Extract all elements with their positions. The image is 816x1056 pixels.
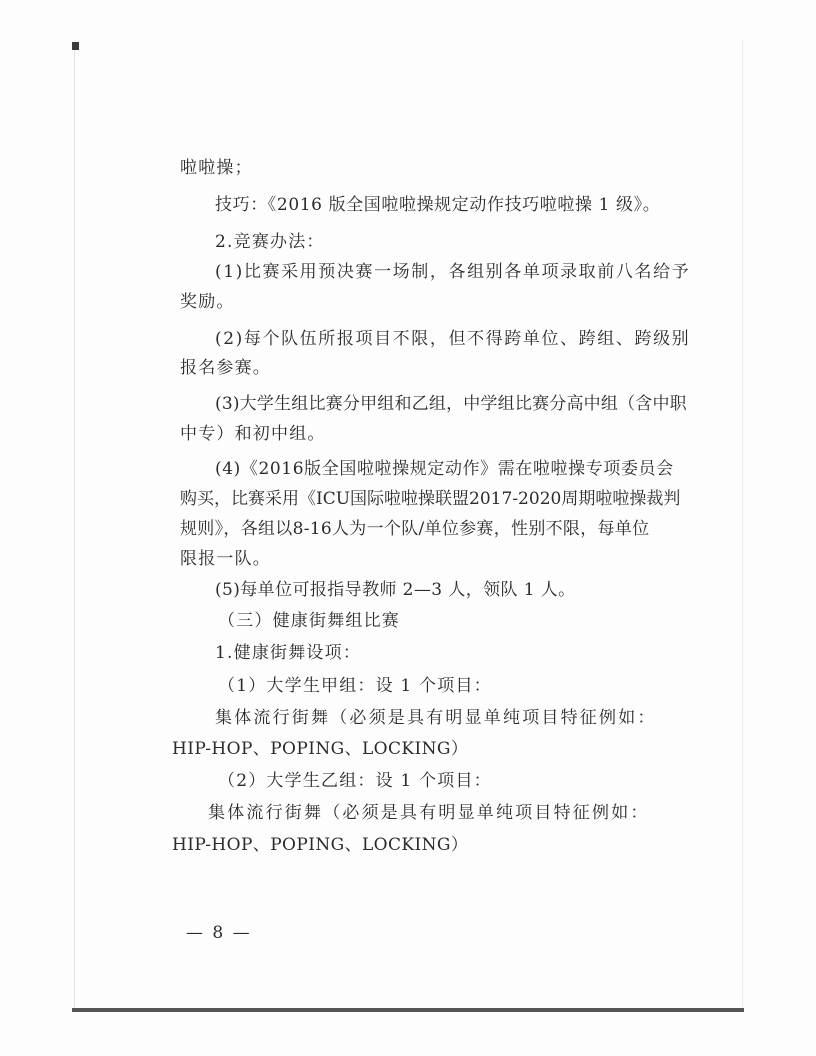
text-line: HIP-HOP、POPING、LOCKING）: [172, 835, 469, 855]
text-line: （2）大学生乙组：设 1 个项目：: [218, 771, 492, 791]
scan-left-border: [74, 50, 75, 1010]
page-number: — 8 —: [186, 923, 252, 943]
text-line: 1.健康街舞设项：: [215, 643, 362, 663]
text-line: 集体流行街舞（必须是具有明显单纯项目特征例如：: [215, 708, 657, 728]
text-line: 报名参赛。: [180, 358, 271, 378]
text-line: 技巧：《2016 版全国啦啦操规定动作技巧啦啦操 1 级》。: [215, 195, 661, 215]
text-line: 规则》，各组以8-16人为一个队/单位参赛，性别不限，每单位: [180, 519, 650, 539]
text-line: 购买，比赛采用《ICU国际啦啦操联盟2017-2020周期啦啦操裁判: [180, 489, 681, 509]
text-line: 限报一队。: [180, 549, 271, 569]
text-line: 集体流行街舞（必须是具有明显单纯项目特征例如：: [208, 803, 650, 823]
text-line: 奖励。: [180, 292, 235, 312]
scan-right-border: [742, 40, 743, 1010]
scan-edge-mark: [72, 42, 79, 50]
text-line: 啦啦操；: [180, 158, 253, 178]
text-line: (5)每单位可报指导教师 2—3 人，领队 1 人。: [215, 580, 576, 600]
text-line: (3)大学生组比赛分甲组和乙组，中学组比赛分高中组（含中职: [215, 394, 687, 414]
text-line: HIP-HOP、POPING、LOCKING）: [172, 739, 469, 759]
text-line: (2)每个队伍所报项目不限，但不得跨单位、跨组、跨级别: [215, 329, 691, 349]
text-line: (1)比赛采用预决赛一场制，各组别各单项录取前八名给予: [215, 262, 691, 282]
section-heading: （三）健康街舞组比赛: [218, 611, 400, 631]
text-line: (4)《2016版全国啦啦操规定动作》需在啦啦操专项委员会: [215, 459, 674, 479]
text-line: 中专）和初中组。: [180, 424, 326, 444]
text-line: 2.竞赛办法：: [215, 232, 325, 252]
scan-bottom-border: [72, 1008, 744, 1012]
text-line: （1）大学生甲组：设 1 个项目：: [218, 676, 492, 696]
